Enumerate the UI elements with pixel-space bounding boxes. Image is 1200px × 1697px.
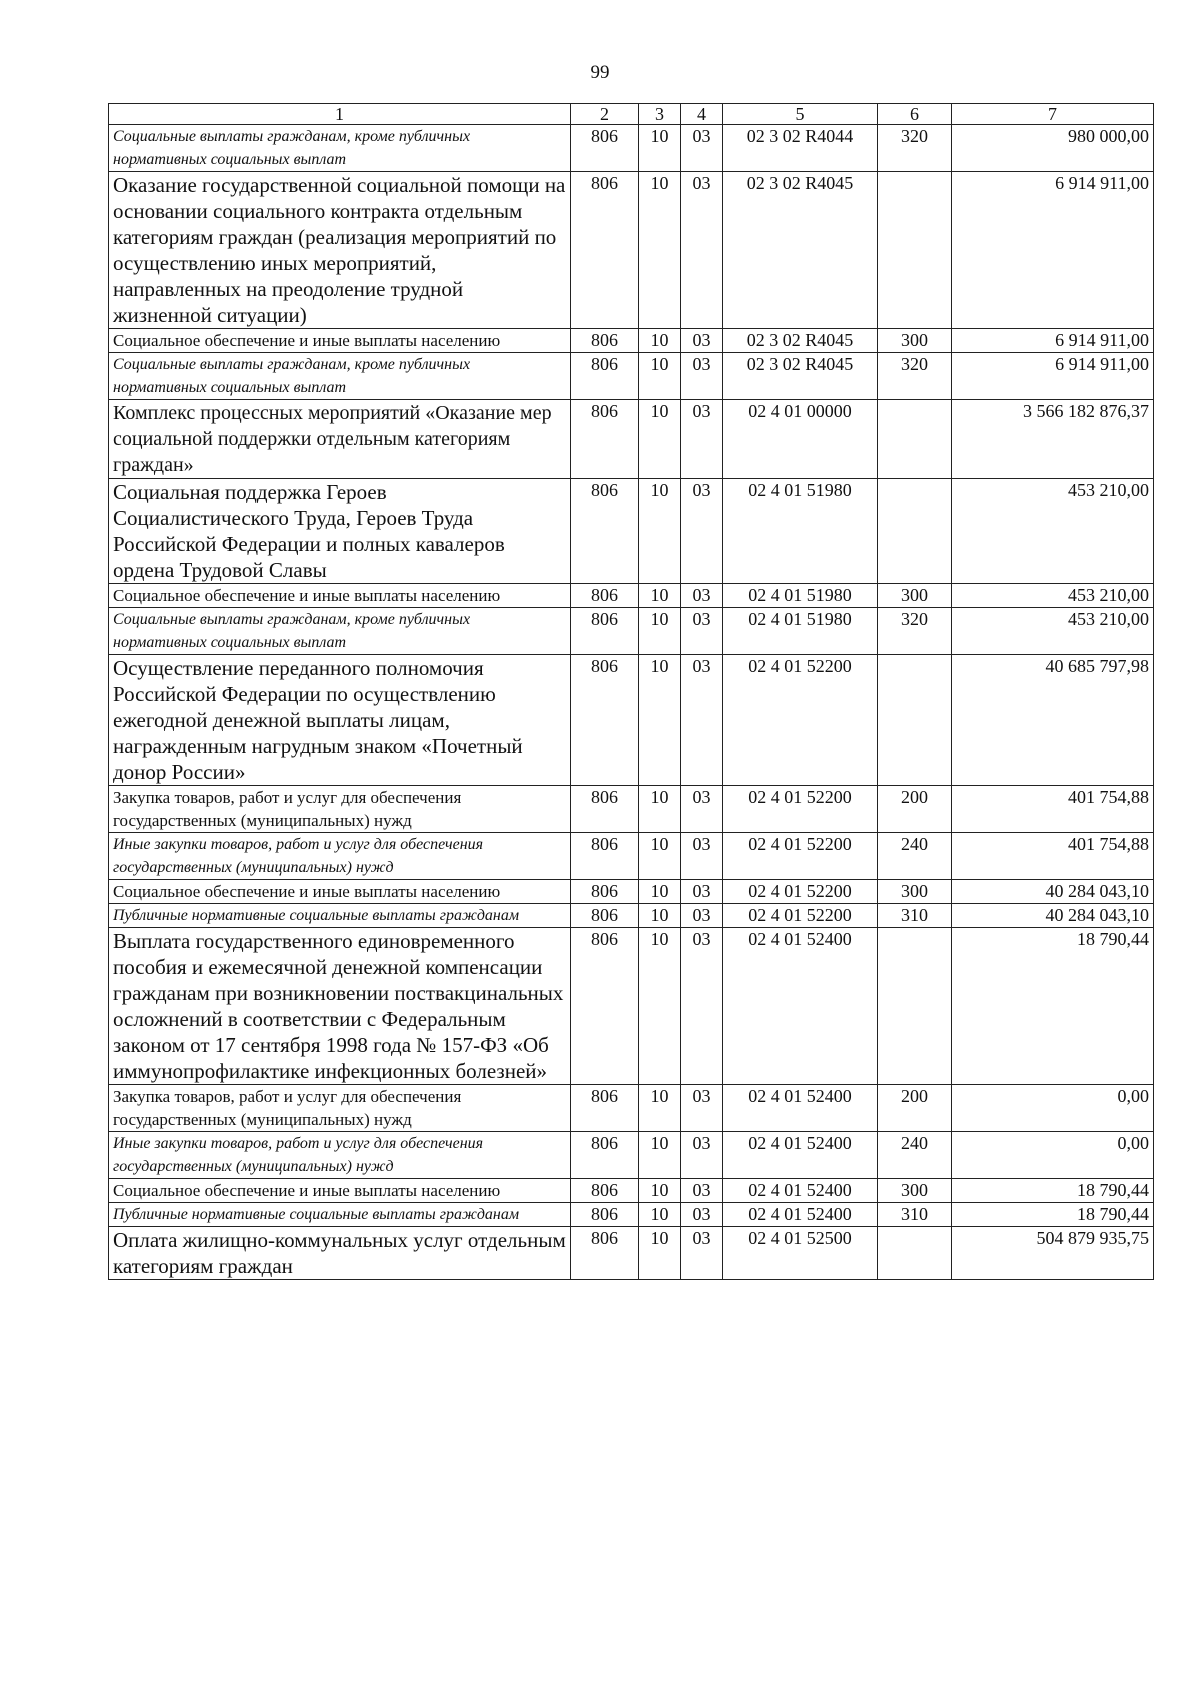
row-name-cell: Публичные нормативные социальные выплаты гражданам [109, 904, 571, 928]
ministry-code-cell: 806 [571, 786, 639, 833]
target-article-cell: 02 4 01 51980 [723, 584, 878, 608]
section-code-cell: 10 [639, 880, 681, 904]
amount-cell: 18 790,44 [952, 1203, 1154, 1227]
expense-type-cell [878, 655, 952, 786]
subsection-code-cell: 03 [681, 786, 723, 833]
amount-cell: 401 754,88 [952, 833, 1154, 880]
section-code-cell: 10 [639, 928, 681, 1085]
column-header: 6 [878, 104, 952, 125]
row-name-cell: Социальные выплаты гражданам, кроме публичных нормативных социальных выплат [109, 608, 571, 655]
column-number-row [109, 104, 1154, 125]
row-name-cell: Социальное обеспечение и иные выплаты населению [109, 584, 571, 608]
table-row [109, 353, 1154, 400]
row-name-cell: Иные закупки товаров, работ и услуг для обеспечения государственных (муниципальных) нужд [109, 1132, 571, 1179]
target-article-cell: 02 4 01 00000 [723, 400, 878, 479]
budget-table [108, 103, 1154, 1280]
expense-type-cell: 300 [878, 1179, 952, 1203]
expense-type-cell: 320 [878, 608, 952, 655]
table-row [109, 329, 1154, 353]
row-name-cell: Иные закупки товаров, работ и услуг для обеспечения государственных (муниципальных) нужд [109, 833, 571, 880]
amount-cell: 453 210,00 [952, 584, 1154, 608]
expense-type-cell: 200 [878, 1085, 952, 1132]
row-name-cell: Социальное обеспечение и иные выплаты населению [109, 329, 571, 353]
expense-type-cell: 240 [878, 833, 952, 880]
table-row [109, 928, 1154, 1085]
target-article-cell: 02 3 02 R4044 [723, 125, 878, 172]
subsection-code-cell: 03 [681, 928, 723, 1085]
section-code-cell: 10 [639, 172, 681, 329]
row-name-cell: Выплата государственного единовременного пособия и ежемесячной денежной компенсации гражданам при возникновении поствакцинальных осложнений в соответствии с Федеральным законом от 17 сентября 1998 года № 157-ФЗ «Об иммунопрофилактике инфекционных болезней» [109, 928, 571, 1085]
target-article-cell: 02 4 01 52200 [723, 880, 878, 904]
subsection-code-cell: 03 [681, 125, 723, 172]
section-code-cell: 10 [639, 400, 681, 479]
subsection-code-cell: 03 [681, 833, 723, 880]
table-row [109, 904, 1154, 928]
table-row [109, 1227, 1154, 1280]
target-article-cell: 02 4 01 52200 [723, 655, 878, 786]
expense-type-cell: 320 [878, 125, 952, 172]
expense-type-cell: 310 [878, 904, 952, 928]
table-row [109, 1179, 1154, 1203]
table-row [109, 479, 1154, 584]
section-code-cell: 10 [639, 125, 681, 172]
target-article-cell: 02 4 01 52400 [723, 1179, 878, 1203]
ministry-code-cell: 806 [571, 928, 639, 1085]
section-code-cell: 10 [639, 833, 681, 880]
row-name-cell: Социальное обеспечение и иные выплаты населению [109, 880, 571, 904]
ministry-code-cell: 806 [571, 125, 639, 172]
amount-cell: 453 210,00 [952, 608, 1154, 655]
row-name-cell: Социальное обеспечение и иные выплаты населению [109, 1179, 571, 1203]
subsection-code-cell: 03 [681, 1203, 723, 1227]
row-name-cell: Социальная поддержка Героев Социалистического Труда, Героев Труда Российской Федерации и полных кавалеров ордена Трудовой Славы [109, 479, 571, 584]
amount-cell: 0,00 [952, 1132, 1154, 1179]
subsection-code-cell: 03 [681, 904, 723, 928]
subsection-code-cell: 03 [681, 1227, 723, 1280]
section-code-cell: 10 [639, 329, 681, 353]
expense-type-cell: 300 [878, 329, 952, 353]
row-name-cell: Закупка товаров, работ и услуг для обеспечения государственных (муниципальных) нужд [109, 1085, 571, 1132]
expense-type-cell: 240 [878, 1132, 952, 1179]
target-article-cell: 02 4 01 52400 [723, 1085, 878, 1132]
table-row [109, 1203, 1154, 1227]
page-number: 99 [590, 62, 610, 83]
amount-cell: 980 000,00 [952, 125, 1154, 172]
target-article-cell: 02 4 01 52400 [723, 1203, 878, 1227]
ministry-code-cell: 806 [571, 1227, 639, 1280]
amount-cell: 40 284 043,10 [952, 904, 1154, 928]
section-code-cell: 10 [639, 786, 681, 833]
ministry-code-cell: 806 [571, 608, 639, 655]
section-code-cell: 10 [639, 1179, 681, 1203]
expense-type-cell [878, 1227, 952, 1280]
expense-type-cell: 320 [878, 353, 952, 400]
table-row [109, 1132, 1154, 1179]
amount-cell: 6 914 911,00 [952, 353, 1154, 400]
amount-cell: 504 879 935,75 [952, 1227, 1154, 1280]
column-header: 1 [109, 104, 571, 125]
row-name-cell: Комплекс процессных мероприятий «Оказание мер социальной поддержки отдельным категориям граждан» [109, 400, 571, 479]
column-header: 3 [639, 104, 681, 125]
amount-cell: 40 685 797,98 [952, 655, 1154, 786]
ministry-code-cell: 806 [571, 172, 639, 329]
subsection-code-cell: 03 [681, 880, 723, 904]
amount-cell: 40 284 043,10 [952, 880, 1154, 904]
amount-cell: 18 790,44 [952, 1179, 1154, 1203]
ministry-code-cell: 806 [571, 880, 639, 904]
amount-cell: 6 914 911,00 [952, 172, 1154, 329]
subsection-code-cell: 03 [681, 329, 723, 353]
table-row [109, 125, 1154, 172]
row-name-cell: Осуществление переданного полномочия Российской Федерации по осуществлению ежегодной денежной выплаты лицам, награжденным нагрудным знаком «Почетный донор России» [109, 655, 571, 786]
ministry-code-cell: 806 [571, 833, 639, 880]
subsection-code-cell: 03 [681, 1085, 723, 1132]
target-article-cell: 02 4 01 51980 [723, 608, 878, 655]
table-row [109, 1085, 1154, 1132]
row-name-cell: Социальные выплаты гражданам, кроме публичных нормативных социальных выплат [109, 353, 571, 400]
target-article-cell: 02 4 01 52400 [723, 928, 878, 1085]
section-code-cell: 10 [639, 608, 681, 655]
target-article-cell: 02 3 02 R4045 [723, 329, 878, 353]
row-name-cell: Закупка товаров, работ и услуг для обеспечения государственных (муниципальных) нужд [109, 786, 571, 833]
target-article-cell: 02 4 01 52200 [723, 786, 878, 833]
subsection-code-cell: 03 [681, 1132, 723, 1179]
ministry-code-cell: 806 [571, 353, 639, 400]
subsection-code-cell: 03 [681, 608, 723, 655]
ministry-code-cell: 806 [571, 904, 639, 928]
ministry-code-cell: 806 [571, 1132, 639, 1179]
subsection-code-cell: 03 [681, 400, 723, 479]
ministry-code-cell: 806 [571, 655, 639, 786]
row-name-cell: Оказание государственной социальной помощи на основании социального контракта отдельным категориям граждан (реализация мероприятий по осуществлению иных мероприятий, направленных на преодоление трудной жизненной ситуации) [109, 172, 571, 329]
expense-type-cell: 310 [878, 1203, 952, 1227]
subsection-code-cell: 03 [681, 655, 723, 786]
subsection-code-cell: 03 [681, 172, 723, 329]
expense-type-cell [878, 479, 952, 584]
section-code-cell: 10 [639, 1203, 681, 1227]
table-row [109, 833, 1154, 880]
amount-cell: 0,00 [952, 1085, 1154, 1132]
column-header: 7 [952, 104, 1154, 125]
table-row [109, 786, 1154, 833]
expense-type-cell [878, 400, 952, 479]
target-article-cell: 02 4 01 52500 [723, 1227, 878, 1280]
target-article-cell: 02 4 01 52400 [723, 1132, 878, 1179]
target-article-cell: 02 4 01 52200 [723, 904, 878, 928]
section-code-cell: 10 [639, 1132, 681, 1179]
table-row [109, 880, 1154, 904]
expense-type-cell: 300 [878, 880, 952, 904]
subsection-code-cell: 03 [681, 584, 723, 608]
subsection-code-cell: 03 [681, 1179, 723, 1203]
expense-type-cell: 200 [878, 786, 952, 833]
table-body [109, 125, 1154, 1280]
section-code-cell: 10 [639, 584, 681, 608]
ministry-code-cell: 806 [571, 329, 639, 353]
column-header: 2 [571, 104, 639, 125]
amount-cell: 401 754,88 [952, 786, 1154, 833]
subsection-code-cell: 03 [681, 479, 723, 584]
column-header: 5 [723, 104, 878, 125]
amount-cell: 3 566 182 876,37 [952, 400, 1154, 479]
section-code-cell: 10 [639, 1227, 681, 1280]
amount-cell: 18 790,44 [952, 928, 1154, 1085]
subsection-code-cell: 03 [681, 353, 723, 400]
section-code-cell: 10 [639, 479, 681, 584]
ministry-code-cell: 806 [571, 1179, 639, 1203]
table-row [109, 608, 1154, 655]
table-row [109, 172, 1154, 329]
expense-type-cell: 300 [878, 584, 952, 608]
row-name-cell: Социальные выплаты гражданам, кроме публичных нормативных социальных выплат [109, 125, 571, 172]
amount-cell: 453 210,00 [952, 479, 1154, 584]
ministry-code-cell: 806 [571, 584, 639, 608]
target-article-cell: 02 4 01 51980 [723, 479, 878, 584]
ministry-code-cell: 806 [571, 400, 639, 479]
table-row [109, 655, 1154, 786]
section-code-cell: 10 [639, 353, 681, 400]
target-article-cell: 02 3 02 R4045 [723, 353, 878, 400]
ministry-code-cell: 806 [571, 1203, 639, 1227]
expense-type-cell [878, 928, 952, 1085]
section-code-cell: 10 [639, 904, 681, 928]
ministry-code-cell: 806 [571, 1085, 639, 1132]
amount-cell: 6 914 911,00 [952, 329, 1154, 353]
table-row [109, 400, 1154, 479]
expense-type-cell [878, 172, 952, 329]
section-code-cell: 10 [639, 655, 681, 786]
row-name-cell: Оплата жилищно-коммунальных услуг отдельным категориям граждан [109, 1227, 571, 1280]
target-article-cell: 02 4 01 52200 [723, 833, 878, 880]
ministry-code-cell: 806 [571, 479, 639, 584]
row-name-cell: Публичные нормативные социальные выплаты гражданам [109, 1203, 571, 1227]
column-header: 4 [681, 104, 723, 125]
table-row [109, 584, 1154, 608]
target-article-cell: 02 3 02 R4045 [723, 172, 878, 329]
section-code-cell: 10 [639, 1085, 681, 1132]
